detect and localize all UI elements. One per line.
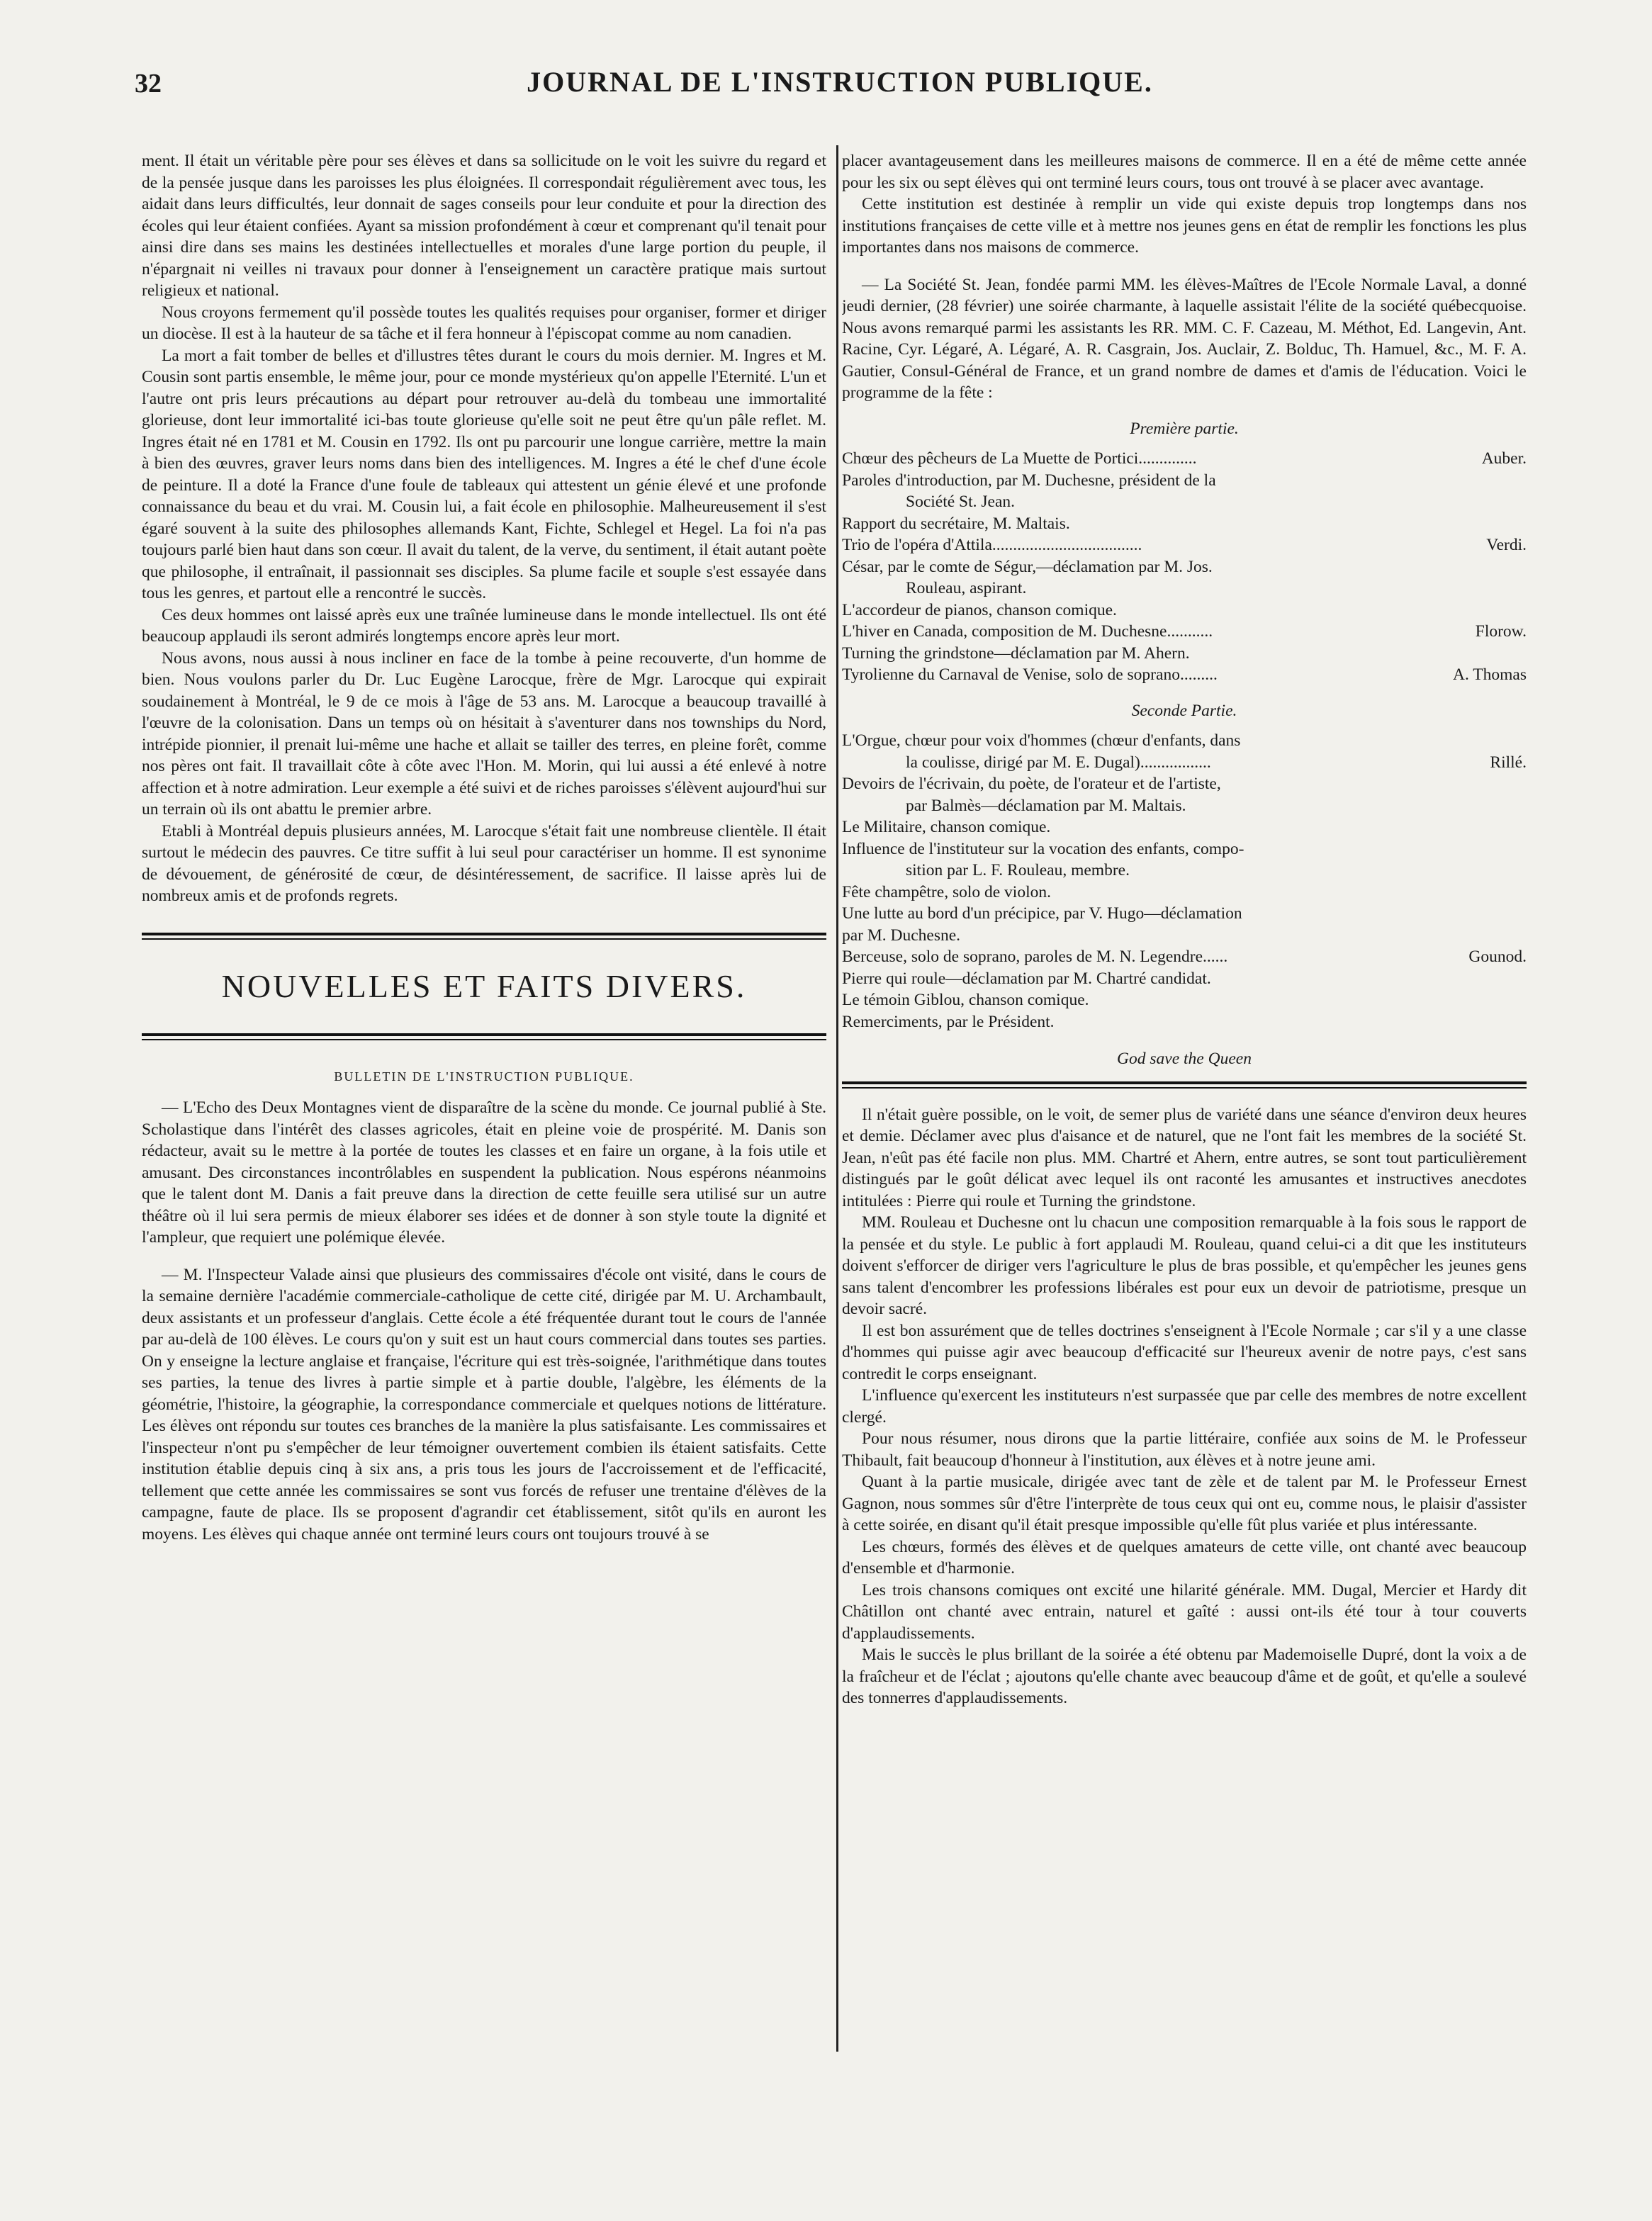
program-item-title: Berceuse, solo de soprano, paroles de M. N. Legendre...... (842, 948, 1228, 966)
program-item (842, 534, 1527, 556)
program-item (842, 882, 1527, 904)
section-title: NOUVELLES ET FAITS DIVERS. (221, 967, 747, 1004)
program-item (842, 600, 1527, 622)
program-item (842, 773, 1527, 795)
program-item-composer (1420, 860, 1527, 882)
program-item-title: Tyrolienne du Carnaval de Venise, solo de soprano......... (842, 665, 1218, 684)
program-item-composer (1420, 925, 1527, 947)
program-item-title: L'Orgue, chœur pour voix d'hommes (chœur d'enfants, dans (842, 731, 1241, 750)
paragraph: placer avantageusement dans les meilleures maisons de commerce. Il en a été de même cette année pour les six ou sept élèves qui ont terminé leurs cours, tous ont trouvé à se placer avec avantage. (842, 152, 1527, 192)
running-title: JOURNAL DE L'INSTRUCTION PUBLIQUE. (527, 66, 1153, 98)
program-item (842, 816, 1527, 838)
program-item-composer (1420, 989, 1527, 1011)
program-item-composer (1420, 882, 1527, 904)
program-item-title: L'hiver en Canada, composition de M. Duchesne........... (842, 622, 1213, 641)
program-item-title: Société St. Jean. (906, 493, 1016, 511)
paragraph: Pour nous résumer, nous dirons que la partie littéraire, confiée aux soins de M. le Professeur Thibault, fait beaucoup d'honneur à l'institution, aux élèves et à notre jeune ami. (842, 1429, 1527, 1470)
paragraph: — La Société St. Jean, fondée parmi MM. les élèves-Maîtres de l'Ecole Normale Laval, a donné jeudi dernier, (28 février) une soirée charmante, à laquelle assistait l'élite de la société québecquoise. Nous avons remarqué parmi les assistants les RR. MM. C. F. Cazeau, M. Méthot, Ed. Langevin, Ant. Racine, Cyr. Légaré, A. Légaré, A. R. Casgrain, Jos. Auclair, Z. Bolduc, Th. Hamuel, &c., M. F. A. Gautier, Consul-Général de France, et un grand nombre de dames et d'amis de l'éducation. Voici le programme de la fête : (842, 275, 1527, 402)
program-item-composer: A. Thomas (1452, 665, 1527, 684)
paragraph: Il n'était guère possible, on le voit, de semer plus de variété dans une séance d'environ deux heures et demie. Déclamer avec plus d'aisance et de naturel, que ne l'ont fait les membres de la société St. Jean, n'eût pas été facile non plus. MM. Chartré et Ahern, entre autres, se sont tout particulièrement distingués par le goût délicat avec lequel ils ont raconté les amusantes et instructives anecdotes intitulées : Pierre qui roule et Turning the grindstone. (842, 1105, 1527, 1210)
paragraph: Mais le succès le plus brillant de la soirée a été obtenu par Mademoiselle Dupré, dont la voix a de la fraîcheur et de l'éclat ; ajoutons qu'elle chante avec beaucoup d'âme et de goût, et qu'elle a soulevé des tonnerres d'applaudissements. (842, 1646, 1527, 1707)
paragraph: MM. Rouleau et Duchesne ont lu chacun une composition remarquable à la fois sous le rapport de la pensée et du style. Le public à fort applaudi M. Rouleau, quand celui-ci a dit que les instituteurs doivent s'efforcer de diriger vers l'agriculture le plus de bras possible, et qu'empêcher les jeunes gens sans talent d'encombrer les professions libérales est pour eux un devoir de patriotisme, presque un devoir sacré. (842, 1213, 1527, 1318)
program-item-title: Fête champêtre, solo de violon. (842, 882, 1051, 901)
program-item-composer: Rillé. (1490, 753, 1527, 772)
column-rule (836, 145, 838, 2052)
program-item (842, 730, 1527, 752)
program-item-composer (1420, 903, 1527, 925)
page-number: 32 (135, 69, 162, 99)
right-column (842, 150, 1527, 2064)
program-item-title: Rouleau, aspirant. (906, 579, 1027, 597)
paragraph: Les trois chansons comiques ont excité une hilarité générale. MM. Dugal, Mercier et Hardy dit Châtillon ont chanté avec entrain, naturel et gaîté : aussi ont-ils été tour à tour couverts d'applaudissements. (842, 1580, 1527, 1643)
paragraph: ment. Il était un véritable père pour ses élèves et dans sa sollicitude on le voit les suivre du regard et de la pensée jusque dans les paroisses les plus éloignées. Il correspondait régulièrement avec tous, les aidait dans leurs difficultés, leur donnait de sages conseils pour leur conduite et pour la direction des écoles qui leur étaient confiées. Ayant sa mission profondément à cœur et comprenant qu'il tenait pour ainsi dire dans ses mains les destinées intellectuelles et morales d'une large portion du peuple, il n'épargnait ni veilles ni travaux pour donner à l'enseignement un caractère pratique mais surtout religieux et national. (142, 152, 826, 300)
paragraph: Ces deux hommes ont laissé après eux une traînée lumineuse dans le monde intellectuel. Ils ont été beaucoup applaudi ils seront admirés longtemps encore après leur mort. (142, 605, 826, 646)
paragraph: L'influence qu'exercent les instituteurs n'est surpassée que par celle des membres de notre excellent clergé. (842, 1386, 1527, 1427)
left-column (142, 150, 826, 2064)
program-item (842, 752, 1527, 774)
program-item-title: Le témoin Giblou, chanson comique. (842, 991, 1089, 1009)
program-item-title: Le Militaire, chanson comique. (842, 818, 1051, 836)
program-item-title: Pierre qui roule—déclamation par M. Chartré candidat. (842, 969, 1211, 988)
program-item-title: Rapport du secrétaire, M. Maltais. (842, 514, 1070, 533)
paragraph: Les chœurs, formés des élèves et de quelques amateurs de cette ville, ont chanté avec beaucoup d'ensemble et d'harmonie. (842, 1537, 1527, 1578)
program-item-composer (1420, 773, 1527, 795)
program-item (842, 556, 1527, 578)
program-item-title: par Balmès—déclamation par M. Maltais. (906, 796, 1186, 815)
program-item (842, 513, 1527, 535)
program-item (842, 448, 1527, 470)
paragraph: Nous avons, nous aussi à nous incliner en face de la tombe à peine recouverte, d'un homme de bien. Nous voulons parler du Dr. Luc Eugène Larocque, frère de Mgr. Larocque qui expirait soudainement à Montréal, le 9 de ce mois à l'âge de 53 ans. M. Larocque a beaucoup travaillé à l'œuvre de la colonisation. Dans un temps où on hésitait à s'aventurer dans nos townships du Nord, intrépide pionnier, il prenait lui-même une hache et allait se tailler des terres, en pleine forêt, comme nos pères ont fait. Il travaillait côte à côte avec l'Hon. M. Morin, qui lui aussi a été enlevé à notre affection et à notre admiration. Leur exemple a été suivi et de riches paroisses s'élèvent aujourd'hui sur un terrain où ils ont abattu le premier arbre. (142, 648, 826, 819)
program-item-composer (1420, 816, 1527, 838)
page-header (135, 65, 1545, 108)
program-item (842, 968, 1527, 990)
program-item (842, 989, 1527, 1011)
program-item-composer (1420, 513, 1527, 535)
program-item (842, 925, 1527, 947)
program-item (842, 491, 1527, 513)
program-item (842, 795, 1527, 817)
program-item-composer (1420, 491, 1527, 513)
paragraph: — M. l'Inspecteur Valade ainsi que plusieurs des commissaires d'école ont visité, dans le cours de la semaine dernière l'académie commerciale-catholique de cette cité, dirigée par M. U. Archambault, deux assistants et un professeur d'anglais. Cette école a été fréquentée durant tout le cours de l'année par au-delà de 100 élèves. Le cours qu'on y suit est un haut cours commercial dans toutes ses parties. On y enseigne la lecture anglaise et française, l'écriture qui est très-soignée, l'arithmétique dans toutes ses parties, la tenue des livres à partie simple et à partie double, l'algèbre, les éléments de la géométrie, l'histoire, la géographie, la correspondance commerciale et quelques notions de littérature. Les élèves ont répondu sur toutes ces branches de la manière la plus satisfaisante. Les commissaires et l'inspecteur n'ont pu s'empêcher de leur témoigner ouvertement combien ils étaient satisfaits. Cette institution établie depuis cinq à six ans, a pris tous les jours de l'accroissement et de l'efficacité, tellement que cette année les commissaires se sont vus forcés de refuser une trentaine d'élèves de la campagne, faute de place. Ils se proposent d'agrandir cet établissement, sitôt qu'ils en auront les moyens. Les élèves qui chaque année ont terminé leurs cours ont toujours trouvé à se (142, 1265, 826, 1544)
program-item-title: L'accordeur de pianos, chanson comique. (842, 600, 1117, 619)
paragraph: Cette institution est destinée à remplir un vide qui existe depuis trop longtemps dans nos institutions françaises de cette ville et à mettre nos jeunes gens en état de remplir les fonctions les plus importantes dans nos maisons de commerce. (842, 195, 1527, 257)
program-item-composer (1420, 556, 1527, 578)
program-item-title: Devoirs de l'écrivain, du poète, de l'orateur et de l'artiste, (842, 775, 1221, 793)
program-item (842, 903, 1527, 925)
program-item-title: César, par le comte de Ségur,—déclamation par M. Jos. (842, 557, 1213, 576)
program-item (842, 621, 1527, 643)
program-list (842, 448, 1527, 686)
program-item-title: Turning the grindstone—déclamation par M. Ahern. (842, 643, 1190, 663)
program-item (842, 578, 1527, 600)
program-item-title: Une lutte au bord d'un précipice, par V. Hugo—déclamation (842, 904, 1242, 923)
program-item-composer (1420, 795, 1527, 817)
program-item-composer: Auber. (1481, 449, 1527, 468)
program-item (842, 643, 1527, 665)
program-item-title: Chœur des pêcheurs de La Muette de Portici.............. (842, 449, 1197, 468)
program-item-composer: Verdi. (1486, 536, 1527, 554)
program-item (842, 664, 1527, 686)
program-item-composer: Florow. (1475, 622, 1527, 641)
program-item-title: la coulisse, dirigé par M. E. Dugal)................. (906, 753, 1211, 772)
section-divider (842, 1081, 1527, 1089)
program-item-title: par M. Duchesne. (842, 926, 961, 945)
program-item (842, 946, 1527, 968)
paragraph: — L'Echo des Deux Montagnes vient de disparaître de la scène du monde. Ce journal publié à Ste. Scholastique dans l'intérêt des classes agricoles, était en pleine voie de prospérité. M. Danis son rédacteur, avait su le mettre à la portée de toutes les classes et en faire un organe, à la fois utile et amusant. Des circonstances incontrôlables en suspendent la publication. Nous espérons néanmoins que le talent dont M. Danis a fait preuve dans la direction de cette feuille sera utilisé sur un autre théâtre où il lui sera permis de mieux élaborer ses idées et de donner à son style toute la dignité et l'ampleur, que requiert une polémique élevée. (142, 1098, 826, 1247)
program-item-title: Remerciments, par le Président. (842, 1012, 1055, 1031)
bulletin-heading: BULLETIN DE L'INSTRUCTION PUBLIQUE. (334, 1069, 634, 1084)
program-item (842, 470, 1527, 492)
program-item (842, 860, 1527, 882)
program-item-title: Influence de l'instituteur sur la vocation des enfants, compo- (842, 839, 1244, 858)
program-part-title: Première partie. (1130, 419, 1239, 438)
program-item-composer (1420, 968, 1527, 990)
program-item-composer (1420, 600, 1527, 622)
program-item-title: Paroles d'introduction, par M. Duchesne, président de la (842, 471, 1216, 490)
section-divider (142, 1033, 826, 1040)
paragraph: Il est bon assurément que de telles doctrines s'enseignent à l'Ecole Normale ; car s'il y a une classe d'hommes qui puisse agir avec beaucoup d'efficacité sur l'heureux avenir de notre pays, c'est sans contredit le corps enseignant. (842, 1321, 1527, 1383)
program-item-composer (1420, 578, 1527, 600)
paragraph: Quant à la partie musicale, dirigée avec tant de zèle et de talent par M. le Professeur Ernest Gagnon, nous sommes sûr d'être l'interprète de tous ceux qui ont eu, comme nous, le plaisir d'assister à cette soirée, en disant qu'il était presque impossible qu'elle fût plus variée et plus intéressante. (842, 1473, 1527, 1534)
program-item-composer (1420, 1011, 1527, 1033)
section-divider (142, 933, 826, 940)
paragraph: La mort a fait tomber de belles et d'illustres têtes durant le cours du mois dernier. M. Ingres et M. Cousin sont partis ensemble, le même jour, pour ce monde mystérieux qu'on appelle l'Eternité. L'un et l'autre ont pris leurs précautions au départ pour retrouver au-delà du tombeau une immortalité glorieuse, dont leur immortalité ici-bas toute glorieuse qu'elle soit ne peut être qu'un pâle reflet. M. Ingres était né en 1781 et M. Cousin en 1792. Ils ont pu parcourir une longue carrière, mettre la main à bien des œuvres, graver leurs noms dans bien des intelligences. M. Ingres a été le chef d'une école de peinture. Il a doté la France d'une foule de tableaux qui attestent un génie élevé et une profonde connaissance du beau et du vrai. M. Cousin lui, a fait école en philosophie. Malheureusement il s'est égaré souvent à la suite des philosophes allemands Kant, Fichte, Schlegel et Hegel. La foi n'a pas toujours parlé bien haut dans son cœur. Il avait du talent, de la verve, du sentiment, il était autant poète que philosophe, il entraînait, il passionnait ses disciples. Sa plume facile et souple s'est essayée dans tous les genres, et partout elle a rencontré le succès. (142, 346, 826, 602)
program-item-title: sition par L. F. Rouleau, membre. (906, 861, 1130, 879)
program-item-composer (1420, 838, 1527, 860)
program-item-composer (1420, 730, 1527, 752)
paragraph: Nous croyons fermement qu'il possède toutes les qualités requises pour organiser, former et diriger un diocèse. Il est à la hauteur de sa tâche et il fera honneur à l'épiscopat comme au nom canadien. (142, 303, 826, 343)
paragraph: Etabli à Montréal depuis plusieurs années, M. Larocque s'était fait une nombreuse clientèle. Il était surtout le médecin des pauvres. Ce titre suffit à lui seul pour caractériser un homme. Il est synonime de dévouement, de générosité de cœur, de désintéressement, de sacrifice. Il laisse après lui de nombreux amis et de profonds regrets. (142, 821, 826, 905)
program-item (842, 838, 1527, 860)
program-finale: God save the Queen (1117, 1050, 1252, 1068)
program-item-title: Trio de l'opéra d'Attila.................................... (842, 536, 1142, 554)
program-item-composer (1420, 470, 1527, 492)
program-item-composer: Gounod. (1468, 948, 1527, 966)
program-item-composer (1420, 643, 1527, 665)
program-item (842, 1011, 1527, 1033)
program-part-title: Seconde Partie. (1131, 701, 1237, 720)
program-list (842, 730, 1527, 1033)
